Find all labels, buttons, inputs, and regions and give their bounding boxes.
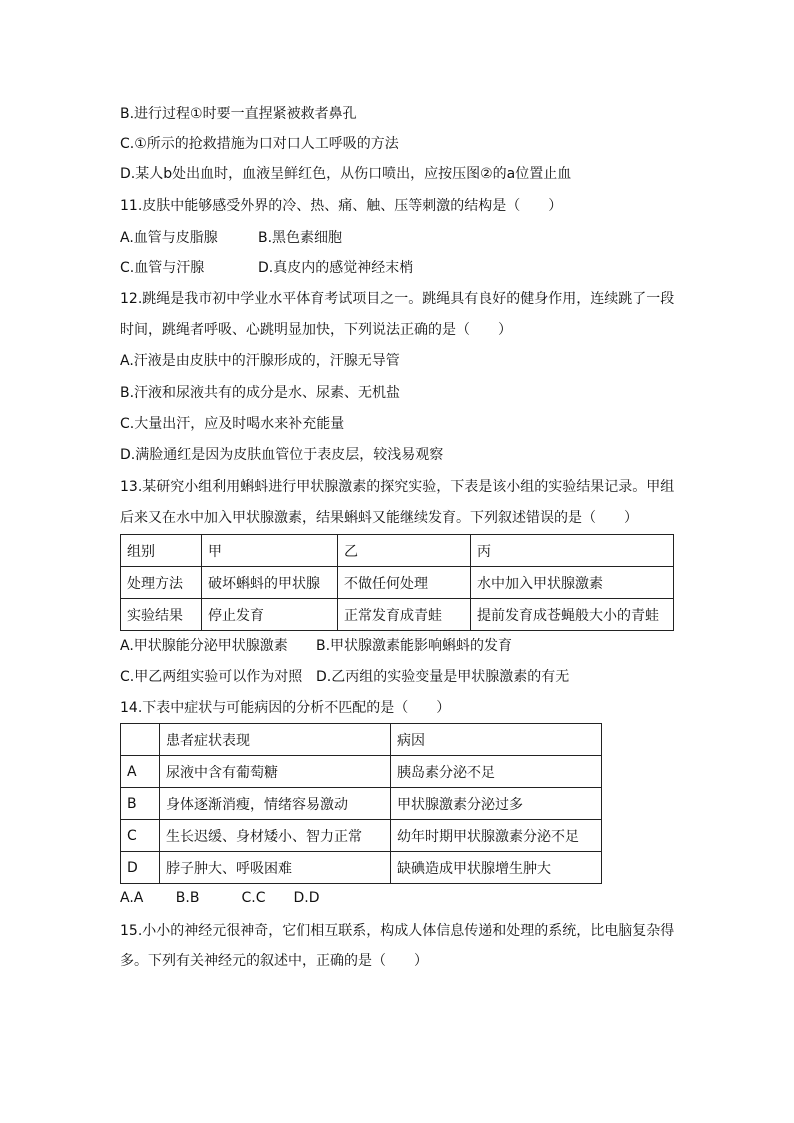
table-cell: 组别 bbox=[121, 535, 202, 567]
table-cell: 停止发育 bbox=[202, 599, 338, 631]
q10-option-b: B.进行过程①时要一直捏紧被救者鼻孔 bbox=[120, 106, 357, 122]
q14-stem: 14.下表中症状与可能病因的分析不匹配的是（ ） bbox=[120, 700, 451, 716]
table-cell: 生长迟缓、身材矮小、智力正常 bbox=[160, 820, 391, 852]
q13-option-b: B.甲状腺激素能影响蝌蚪的发育 bbox=[316, 638, 513, 654]
table-cell: B bbox=[121, 788, 160, 820]
q14-table bbox=[120, 723, 602, 884]
q13-option-d: D.乙丙组的实验变量是甲状腺激素的有无 bbox=[316, 669, 570, 685]
table-row bbox=[121, 756, 602, 788]
q13-table bbox=[120, 534, 674, 631]
table-row bbox=[121, 852, 602, 884]
table-cell: 水中加入甲状腺激素 bbox=[471, 567, 674, 599]
q15-stem-line2: 多。下列有关神经元的叙述中，正确的是（ ） bbox=[120, 953, 428, 969]
table-cell: 甲 bbox=[202, 535, 338, 567]
q12-option-a: A.汗液是由皮肤中的汗腺形成的，汗腺无导管 bbox=[120, 353, 400, 369]
q13-option-a: A.甲状腺能分泌甲状腺激素 bbox=[120, 638, 288, 654]
table-cell: D bbox=[121, 852, 160, 884]
table-cell: 破坏蝌蚪的甲状腺 bbox=[202, 567, 338, 599]
q11-option-b: B.黑色素细胞 bbox=[258, 230, 343, 246]
table-cell: 缺碘造成甲状腺增生肿大 bbox=[391, 852, 602, 884]
q12-option-c: C.大量出汗，应及时喝水来补充能量 bbox=[120, 416, 345, 432]
q13-options-row1 bbox=[120, 636, 512, 656]
q15-stem-line1: 15.小小的神经元很神奇，它们相互联系，构成人体信息传递和处理的系统，比电脑复杂得 bbox=[120, 923, 675, 939]
q14-options: A.A B.B C.C D.D bbox=[120, 890, 320, 906]
q13-options-row2 bbox=[120, 667, 569, 687]
q12-stem-line1: 12.跳绳是我市初中学业水平体育考试项目之一。跳绳具有良好的健身作用，连续跳了一段 bbox=[120, 291, 675, 307]
table-cell: A bbox=[121, 756, 160, 788]
q10-option-d: D.某人b处出血时，血液呈鲜红色，从伤口喷出，应按压图②的a位置止血 bbox=[120, 166, 572, 182]
table-cell: 乙 bbox=[338, 535, 471, 567]
table-cell: 甲状腺激素分泌过多 bbox=[391, 788, 602, 820]
table-cell: C bbox=[121, 820, 160, 852]
q11-stem: 11.皮肤中能够感受外界的冷、热、痛、触、压等刺激的结构是（ ） bbox=[120, 198, 563, 214]
table-row bbox=[121, 820, 602, 852]
table-row bbox=[121, 788, 602, 820]
q13-stem-line1: 13.某研究小组利用蝌蚪进行甲状腺激素的探究实验，下表是该小组的实验结果记录。甲组 bbox=[120, 479, 675, 495]
table-cell: 身体逐渐消瘦，情绪容易激动 bbox=[160, 788, 391, 820]
q10-option-c: C.①所示的抢救措施为口对口人工呼吸的方法 bbox=[120, 136, 399, 152]
table-cell: 脖子肿大、呼吸困难 bbox=[160, 852, 391, 884]
table-cell: 实验结果 bbox=[121, 599, 202, 631]
q12-option-d: D.满脸通红是因为皮肤血管位于表皮层，较浅易观察 bbox=[120, 447, 444, 463]
table-cell bbox=[121, 724, 160, 756]
table-cell: 处理方法 bbox=[121, 567, 202, 599]
q11-options-row2 bbox=[120, 258, 413, 278]
table-row bbox=[121, 599, 674, 631]
table-cell: 正常发育成青蛙 bbox=[338, 599, 471, 631]
q13-option-c: C.甲乙两组实验可以作为对照 bbox=[120, 669, 303, 685]
q11-option-a: A.血管与皮脂腺 bbox=[120, 230, 218, 246]
table-cell: 丙 bbox=[471, 535, 674, 567]
table-row bbox=[121, 567, 674, 599]
table-cell: 提前发育成苍蝇般大小的青蛙 bbox=[471, 599, 674, 631]
q11-options-row1 bbox=[120, 228, 342, 248]
table-cell: 患者症状表现 bbox=[160, 724, 391, 756]
table-cell: 幼年时期甲状腺激素分泌不足 bbox=[391, 820, 602, 852]
table-cell: 病因 bbox=[391, 724, 602, 756]
q12-option-b: B.汗液和尿液共有的成分是水、尿素、无机盐 bbox=[120, 385, 401, 401]
table-cell: 不做任何处理 bbox=[338, 567, 471, 599]
q11-option-d: D.真皮内的感觉神经末梢 bbox=[258, 260, 414, 276]
table-cell: 尿液中含有葡萄糖 bbox=[160, 756, 391, 788]
q11-option-c: C.血管与汗腺 bbox=[120, 260, 205, 276]
table-row bbox=[121, 724, 602, 756]
q12-stem-line2: 时间，跳绳者呼吸、心跳明显加快，下列说法正确的是（ ） bbox=[120, 322, 512, 338]
q13-stem-line2: 后来又在水中加入甲状腺激素，结果蝌蚪又能继续发育。下列叙述错误的是（ ） bbox=[120, 510, 638, 526]
table-row bbox=[121, 535, 674, 567]
table-cell: 胰岛素分泌不足 bbox=[391, 756, 602, 788]
